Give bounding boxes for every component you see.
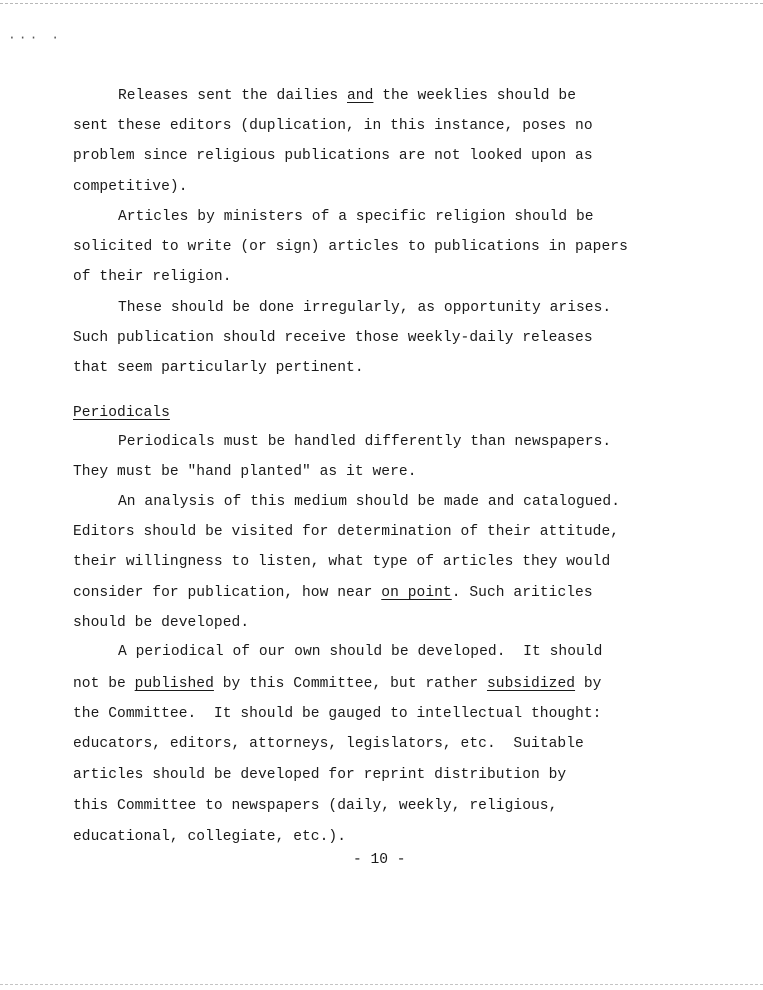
para1-line1: Releases sent the dailies and the weeklies should be [118, 88, 577, 104]
para4-line1: Periodicals must be handled differently than newspapers. [118, 434, 612, 450]
para1-line3: problem since religious publications are not looked upon as [73, 148, 593, 164]
para2-line3: of their religion. [73, 269, 232, 285]
underlined-and: and [347, 88, 374, 104]
para5-line3: their willingness to listen, what type of articles they would [73, 554, 611, 570]
para5-line2: Editors should be visited for determination of their attitude, [73, 524, 620, 540]
para6-line6: this Committee to newspapers (daily, weekly, religious, [73, 798, 558, 814]
para2-line2: solicited to write (or sign) articles to publications in papers [73, 239, 628, 255]
underlined-on-point: on point [381, 585, 452, 601]
para6-line3: the Committee. It should be gauged to intellectual thought: [73, 706, 602, 722]
scan-specks: ··· · [8, 30, 63, 45]
para6-line1: A periodical of our own should be developed. It should [118, 644, 603, 660]
para6-line4: educators, editors, attorneys, legislators, etc. Suitable [73, 736, 584, 752]
underlined-subsidized: subsidized [486, 676, 576, 692]
para6-line5: articles should be developed for reprint distribution by [73, 767, 567, 783]
para6-line7: educational, collegiate, etc.). [73, 829, 347, 845]
page-number: - 10 - [353, 852, 406, 868]
underlined-published: published [134, 676, 214, 692]
para1-line2: sent these editors (duplication, in this instance, poses no [73, 118, 593, 134]
para2-line1: Articles by ministers of a specific religion should be [118, 209, 594, 225]
section-heading-periodicals: Periodicals [73, 405, 170, 421]
page-top-edge [0, 3, 763, 4]
para3-line1: These should be done irregularly, as opportunity arises. [118, 300, 612, 316]
para3-line3: that seem particularly pertinent. [73, 360, 364, 376]
para5-line5: should be developed. [73, 615, 250, 631]
para3-line2: Such publication should receive those weekly-daily releases [73, 330, 593, 346]
para6-line2: not be published by this Committee, but rather subsidized by [73, 676, 602, 692]
page-bottom-edge [0, 984, 763, 985]
para5-line1: An analysis of this medium should be made and catalogued. [118, 494, 621, 510]
para1-line4: competitive). [73, 179, 188, 195]
para5-line4: consider for publication, how near on point. Such ariticles [73, 585, 593, 601]
para4-line2: They must be "hand planted" as it were. [73, 464, 417, 480]
